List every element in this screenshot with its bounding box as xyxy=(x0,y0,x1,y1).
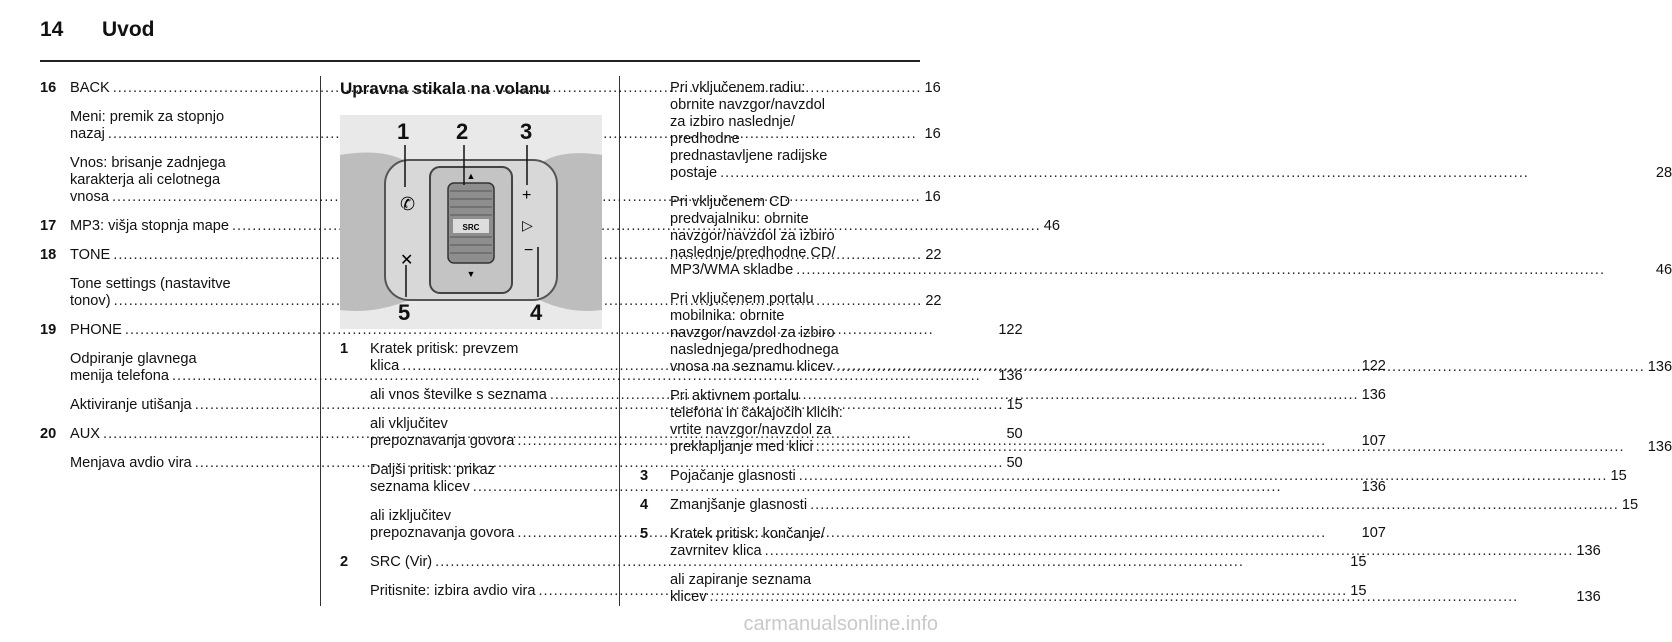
item-text: BACK xyxy=(70,80,110,96)
leader-dots xyxy=(710,589,1574,606)
header-rule xyxy=(40,60,920,62)
entry-number: 17 xyxy=(40,218,57,234)
page-reference: 15 xyxy=(1610,468,1627,484)
item-text: menija telefona xyxy=(70,368,169,384)
index-entry xyxy=(640,497,1639,514)
entry-number: 3 xyxy=(640,468,649,484)
item-text: mobilnika: obrnite xyxy=(670,308,785,324)
entry-number: 5 xyxy=(640,526,649,542)
leader-dots xyxy=(816,439,1645,456)
item-text: Aktiviranje utišanja xyxy=(70,397,192,413)
item-text: Daljši pritisk: prikaz xyxy=(370,462,495,478)
leader-dots xyxy=(799,468,1608,485)
item-text: nazaj xyxy=(70,126,105,142)
entry-number: 4 xyxy=(640,497,649,513)
index-item xyxy=(670,80,1672,182)
item-text: MP3/WMA skladbe xyxy=(670,262,794,278)
leader-dots xyxy=(796,262,1653,279)
mute-icon: ✕ xyxy=(400,252,414,269)
page-reference: 16 xyxy=(924,80,941,96)
page-reference: 136 xyxy=(998,368,1023,384)
item-text: Menjava avdio vira xyxy=(70,455,192,471)
index-item xyxy=(670,388,1672,456)
item-text: TONE xyxy=(70,247,111,263)
svg-text:▲: ▲ xyxy=(466,171,476,181)
page-number: 14 xyxy=(40,18,64,41)
entry-number: 18 xyxy=(40,247,57,263)
index-item xyxy=(670,468,1627,485)
index-item xyxy=(670,497,1638,514)
watermark: carmanualsonline.info xyxy=(743,613,938,635)
index-entry xyxy=(640,468,1627,485)
item-text: vnosa na seznamu klicev xyxy=(670,359,834,375)
item-text: Kratek pritisk: prevzem xyxy=(370,341,519,357)
page-reference: 15 xyxy=(1006,397,1023,413)
entry-number: 20 xyxy=(40,426,57,442)
item-text: naslednje/predhodne CD/ xyxy=(670,245,836,261)
page-reference: 136 xyxy=(1647,359,1672,375)
item-text: ali vključitev xyxy=(370,416,448,432)
item-text: AUX xyxy=(70,426,101,442)
plus-icon: + xyxy=(522,187,532,204)
item-text: navzgor/navzdol za izbiro xyxy=(670,228,835,244)
page-reference: 22 xyxy=(925,293,942,309)
item-text: Pri vključenem portalu xyxy=(670,291,814,307)
leader-dots xyxy=(765,543,1574,560)
callout-2: 2 xyxy=(456,119,469,144)
item-text: Zmanjšanje glasnosti xyxy=(670,497,808,513)
page-reference: 15 xyxy=(1350,583,1367,599)
callout-1: 1 xyxy=(397,119,410,144)
item-text: Pritisnite: izbira avdio vira xyxy=(370,583,536,599)
svg-text:▼: ▼ xyxy=(466,269,476,279)
item-text: zavrnitev klica xyxy=(670,543,762,559)
page-reference: 46 xyxy=(1043,218,1060,234)
page-reference: 16 xyxy=(924,189,941,205)
item-text: SRC (Vir) xyxy=(370,554,433,570)
leader-dots xyxy=(810,497,1619,514)
item-text: Kratek pritisk: končanje/ xyxy=(670,526,825,542)
item-text: obrnite navzgor/navzdol xyxy=(670,97,825,113)
index-item xyxy=(670,291,1672,376)
index-item xyxy=(670,572,1601,606)
item-text: Odpiranje glavnega xyxy=(70,351,197,367)
item-text: predvajalniku: obrnite xyxy=(670,211,809,227)
item-text: prepoznavanja govora xyxy=(370,525,515,541)
item-text: Pri aktivnem portalu xyxy=(670,388,799,404)
leader-dots xyxy=(720,165,1653,182)
item-text: seznama klicev xyxy=(370,479,470,495)
src-label: SRC xyxy=(462,223,480,232)
page-reference: 22 xyxy=(925,247,942,263)
steering-controls-illustration xyxy=(340,115,602,329)
entry-number: 19 xyxy=(40,322,57,338)
item-text: karakterja ali celotnega xyxy=(70,172,221,188)
phone-icon: ✆ xyxy=(400,194,416,214)
entry-number: 16 xyxy=(40,80,57,96)
item-text: Tone settings (nastavitve xyxy=(70,276,231,292)
section-heading: Upravna stikala na volanu xyxy=(340,79,550,98)
item-text: klicev xyxy=(670,589,707,605)
steering-controls-figure xyxy=(340,115,602,329)
page-reference: 46 xyxy=(1655,262,1672,278)
callout-3: 3 xyxy=(520,119,533,144)
page-reference: 136 xyxy=(1647,439,1672,455)
item-text: prepoznavanja govora xyxy=(370,433,515,449)
item-text: klica xyxy=(370,358,400,374)
entry-number: 1 xyxy=(340,341,349,357)
page-header xyxy=(40,18,155,42)
page-reference: 107 xyxy=(1361,433,1386,449)
item-text: tonov) xyxy=(70,293,111,309)
item-text: Vnos: brisanje zadnjega xyxy=(70,155,226,171)
page-reference: 136 xyxy=(1576,543,1601,559)
page-reference: 107 xyxy=(1361,525,1386,541)
item-text: ali vnos številke s seznama xyxy=(370,387,547,403)
page-title: Uvod xyxy=(102,18,155,41)
page-reference: 122 xyxy=(1361,358,1386,374)
item-text: naslednjega/predhodnega xyxy=(670,342,839,358)
page-reference: 15 xyxy=(1350,554,1367,570)
page-reference: 136 xyxy=(1361,479,1386,495)
page-reference: 122 xyxy=(998,322,1023,338)
item-text: Meni: premik za stopnjo xyxy=(70,109,225,125)
page-reference: 136 xyxy=(1361,387,1386,403)
minus-icon: − xyxy=(524,242,534,259)
item-text: navzgor/navzdol za izbiro xyxy=(670,325,835,341)
item-text: MP3: višja stopnja mape xyxy=(70,218,229,234)
item-text: Pri vključenem CD xyxy=(670,194,791,210)
item-text: ali zapiranje seznama xyxy=(670,572,812,588)
callout-4: 4 xyxy=(530,300,543,325)
item-text: vnosa xyxy=(70,189,109,205)
page-reference: 136 xyxy=(1576,589,1601,605)
callout-5: 5 xyxy=(398,300,411,325)
item-text: za izbiro naslednje/ xyxy=(670,114,795,130)
item-text: postaje xyxy=(670,165,718,181)
source-icon: ▷ xyxy=(522,217,533,233)
item-text: predhodne xyxy=(670,131,740,147)
index-item xyxy=(670,194,1672,279)
page-reference: 50 xyxy=(1006,426,1023,442)
entry-number: 2 xyxy=(340,554,349,570)
page-reference: 16 xyxy=(924,126,941,142)
item-text: preklapljanje med klici xyxy=(670,439,813,455)
item-text: Pojačanje glasnosti xyxy=(670,468,796,484)
item-text: prednastavljene radijske xyxy=(670,148,828,164)
item-text: PHONE xyxy=(70,322,122,338)
index-item xyxy=(670,526,1601,560)
page-reference: 28 xyxy=(1655,165,1672,181)
entry-number xyxy=(640,80,670,456)
page-reference: 15 xyxy=(1621,497,1639,513)
item-text: telefona in čakajočih klicih: xyxy=(670,405,843,421)
page-reference: 50 xyxy=(1006,455,1023,471)
item-text: Pri vključenem radiu: xyxy=(670,80,806,96)
leader-dots xyxy=(836,359,1645,376)
item-text: ali izključitev xyxy=(370,508,452,524)
item-text: vrtite navzgor/navzdol za xyxy=(670,422,832,438)
